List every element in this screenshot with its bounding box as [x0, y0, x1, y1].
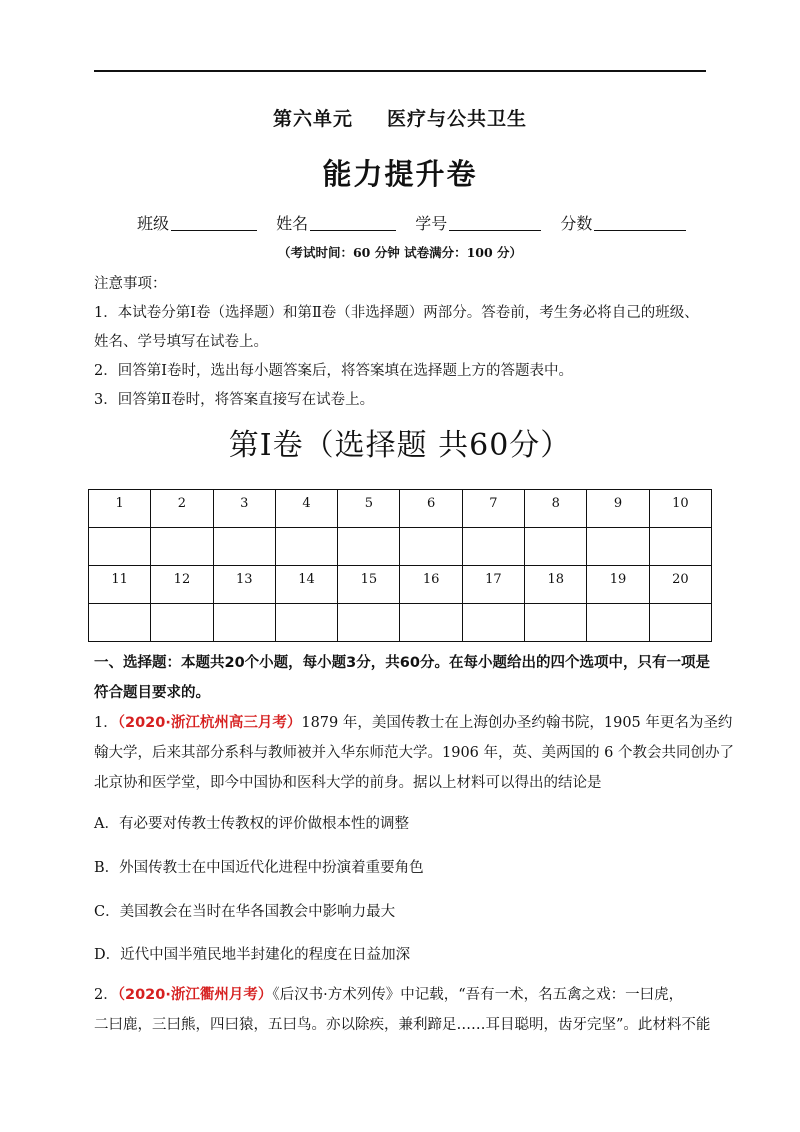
answer-cell[interactable]: [151, 528, 213, 566]
exam-info: （考试时间：60 分钟 试卷满分：100 分）: [277, 245, 523, 260]
name-field: [276, 211, 396, 234]
question-1-text: 1879 年，美国传教士在上海创办圣约翰书院，1905 年更名为圣约: [301, 715, 733, 731]
answer-number: 10: [649, 490, 711, 528]
question-1-text: 翰大学，后来其部分系科与教师被并入华东师范大学。1906 年，英、美两国的 6 个教会共同创办了: [94, 745, 734, 761]
section-instructions: 一、选择题：本题共20个小题，每小题3分，共60分。在每小题给出的四个选项中，只有一项是: [94, 655, 710, 671]
answer-cell[interactable]: [649, 604, 711, 642]
answer-cell[interactable]: [338, 604, 400, 642]
answer-blank-row: [89, 604, 712, 642]
questions: [94, 648, 734, 798]
answer-blank-row: [89, 528, 712, 566]
question-1-option-c[interactable]: C．美国教会在当时在华各国教会中影响力最大: [94, 904, 396, 920]
answer-cell[interactable]: [525, 604, 587, 642]
answer-cell[interactable]: [462, 604, 524, 642]
score-blank[interactable]: [594, 215, 686, 231]
answer-number: 15: [338, 566, 400, 604]
answer-cell[interactable]: [462, 528, 524, 566]
answer-cell[interactable]: [338, 528, 400, 566]
notes-title: 注意事项：: [94, 276, 167, 292]
notes-item: 姓名、学号填写在试卷上。: [94, 334, 268, 350]
answer-number: 9: [587, 490, 649, 528]
answer-cell[interactable]: [400, 604, 462, 642]
answer-number: 12: [151, 566, 213, 604]
score-label: 分数: [560, 214, 593, 233]
notes-item: 2．回答第Ⅰ卷时，选出每小题答案后，将答案填在选择题上方的答题表中。: [94, 363, 573, 379]
answer-cell[interactable]: [649, 528, 711, 566]
question-1-line: [94, 708, 733, 738]
answer-number: 17: [462, 566, 524, 604]
answer-number: 3: [213, 490, 275, 528]
answer-number: 19: [587, 566, 649, 604]
unit-title: [0, 104, 800, 131]
answer-number: 16: [400, 566, 462, 604]
answer-grid: [88, 489, 712, 642]
question-1-option-b[interactable]: B．外国传教士在中国近代化进程中扮演着重要角色: [94, 860, 424, 876]
name-blank[interactable]: [310, 215, 396, 231]
question-2-text: 《后汉书·方术列传》中记载，“吾有一术，名五禽之戏：一曰虎，: [272, 987, 684, 1003]
paper-title: 能力提升卷: [322, 157, 478, 191]
notes-section: [94, 270, 706, 415]
answer-cell[interactable]: [213, 604, 275, 642]
unit-topic: 医疗与公共卫生: [387, 108, 528, 130]
answer-number: 1: [89, 490, 151, 528]
question-2-text: 二曰鹿，三曰熊，四曰猿，五曰鸟。亦以除疾，兼利蹄足……耳目聪明，齿牙完坚”。此材料不能: [94, 1017, 711, 1033]
question-1-option-d[interactable]: D．近代中国半殖民地半封建化的程度在日益加深: [94, 947, 411, 963]
question-1-text: 北京协和医学堂，即今中国协和医科大学的前身。据以上材料可以得出的结论是: [94, 775, 602, 791]
notes-item: 1．本试卷分第Ⅰ卷（选择题）和第Ⅱ卷（非选择题）两部分。答卷前，考生务必将自己的班级、: [94, 305, 699, 321]
answer-cell[interactable]: [275, 528, 337, 566]
question-1-number: 1．: [94, 715, 118, 731]
answer-cell[interactable]: [151, 604, 213, 642]
answer-cell[interactable]: [89, 528, 151, 566]
class-blank[interactable]: [171, 215, 257, 231]
student-id-field: [415, 211, 541, 234]
answer-cell[interactable]: [400, 528, 462, 566]
answer-cell[interactable]: [587, 528, 649, 566]
question-2-line: [94, 980, 706, 1010]
section-instructions: 符合题目要求的。: [94, 685, 210, 701]
answer-number: 7: [462, 490, 524, 528]
answer-number: 18: [525, 566, 587, 604]
score-field: [560, 211, 686, 234]
question-1-option-a[interactable]: A．有必要对传教士传教权的评价做根本性的调整: [94, 816, 409, 832]
answer-number-row: [89, 566, 712, 604]
question-2-source: （2020·浙江衢州月考）: [117, 987, 273, 1003]
answer-cell[interactable]: [525, 528, 587, 566]
answer-number: 6: [400, 490, 462, 528]
question-2-number: 2．: [94, 987, 118, 1003]
answer-number: 2: [151, 490, 213, 528]
student-info-row: [137, 211, 700, 234]
answer-cell[interactable]: [213, 528, 275, 566]
answer-cell[interactable]: [587, 604, 649, 642]
answer-number: 8: [525, 490, 587, 528]
answer-number: 11: [89, 566, 151, 604]
student-id-blank[interactable]: [449, 215, 541, 231]
answer-cell[interactable]: [89, 604, 151, 642]
answer-cell[interactable]: [275, 604, 337, 642]
student-id-label: 学号: [415, 214, 448, 233]
name-label: 姓名: [276, 214, 309, 233]
class-field: [137, 211, 257, 234]
notes-item: 3．回答第Ⅱ卷时，将答案直接写在试卷上。: [94, 392, 375, 408]
question-1-source: （2020·浙江杭州高三月考）: [117, 715, 302, 731]
unit-name: 第六单元: [272, 108, 353, 130]
answer-number: 4: [275, 490, 337, 528]
answer-number: 20: [649, 566, 711, 604]
header-rule: [94, 70, 706, 72]
question-2: [94, 980, 711, 1040]
answer-number: 5: [338, 490, 400, 528]
answer-number: 14: [275, 566, 337, 604]
class-label: 班级: [137, 214, 170, 233]
section-heading: 第Ⅰ卷（选择题 共60分）: [228, 428, 572, 463]
answer-number: 13: [213, 566, 275, 604]
answer-number-row: [89, 490, 712, 528]
